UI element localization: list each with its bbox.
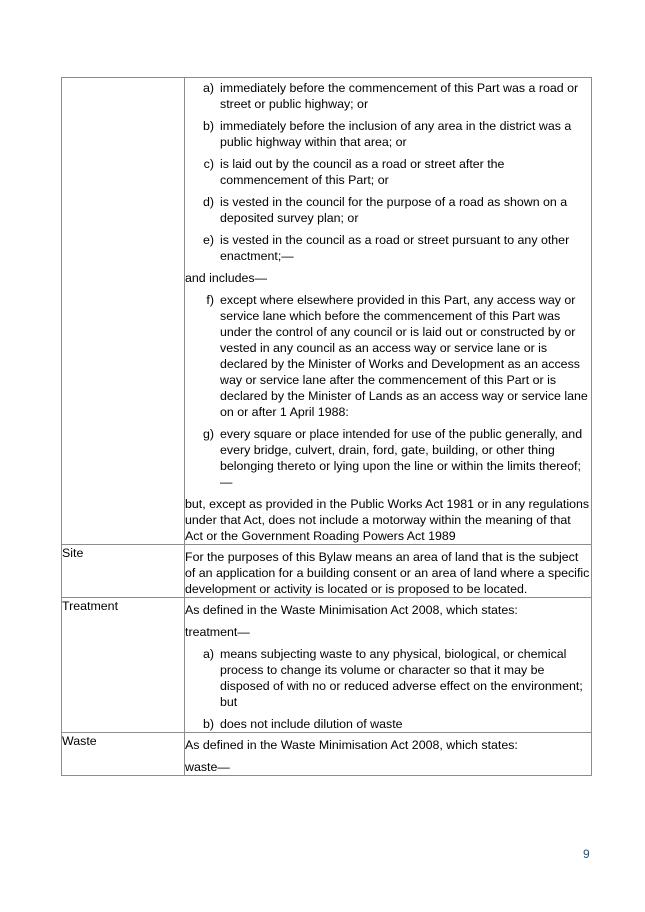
list-item: a) immediately before the commencement of this Part was a road or street or public highway; or xyxy=(202,81,579,111)
list-item: b) does not include dilution of waste xyxy=(202,717,403,731)
table-row-waste xyxy=(62,733,592,776)
page-number: 9 xyxy=(583,847,590,861)
treatment-list xyxy=(185,646,591,732)
list-item: c) is laid out by the council as a road or street after the commencement of this Part; or xyxy=(203,157,505,187)
table-row-treatment xyxy=(62,598,592,733)
definition-cell-road xyxy=(185,78,592,545)
site-definition: For the purposes of this Bylaw means an area of land that is the subject of an application for a building consent or an area of land where a specific development or activity is located or is proposed to be located. xyxy=(185,550,590,596)
definition-cell-treatment xyxy=(185,598,592,733)
and-includes-text: and includes— xyxy=(185,271,267,285)
definition-cell-waste xyxy=(185,733,592,776)
list-item: g) every square or place intended for use of the public generally, and every bridge, culvert, drain, ford, gate, building, or other thing belonging thereto or lying upon the line or within the limits thereof;— xyxy=(202,427,583,489)
term-treatment: Treatment xyxy=(62,598,185,733)
term-waste: Waste xyxy=(62,733,185,776)
term-cell xyxy=(62,78,185,545)
term-site: Site xyxy=(62,545,185,598)
waste-intro: As defined in the Waste Minimisation Act 2008, which states: xyxy=(185,738,518,752)
treatment-intro: As defined in the Waste Minimisation Act 2008, which states: xyxy=(185,603,518,617)
road-list-b xyxy=(185,292,591,490)
list-item: a) means subjecting waste to any physical, biological, or chemical process to change its volume or character so that it may be disposed of with no or reduced adverse effect on the environment; but xyxy=(202,647,583,709)
treatment-lead: treatment— xyxy=(185,625,250,639)
waste-lead: waste— xyxy=(185,760,230,774)
list-item: b) immediately before the inclusion of any area in the district was a public highway within that area; or xyxy=(202,119,572,149)
list-item: e) is vested in the council as a road or street pursuant to any other enactment;— xyxy=(202,233,570,263)
list-item: f) except where elsewhere provided in this Part, any access way or service lane which before the commencement of this Part was under the control of any council or is laid out or constructed by or vested in any council as an access way or service lane or is declared by the Minister of Works and Development as an access way or service lane after the commencement of this Part or is declared by the Minister of Lands as an access way or service lane on or after 1 April 1988: xyxy=(206,293,588,419)
definitions-table xyxy=(61,77,592,776)
definition-cell-site xyxy=(185,545,592,598)
table-row-site xyxy=(62,545,592,598)
road-list-a xyxy=(185,78,591,264)
table-row-road xyxy=(62,78,592,545)
exception-text: but, except as provided in the Public Works Act 1981 or in any regulations under that Act, does not include a motorway within the meaning of that Act or the Government Roading Powers Act 1989 xyxy=(185,497,590,543)
list-item: d) is vested in the council for the purpose of a road as shown on a deposited survey plan; or xyxy=(202,195,568,225)
